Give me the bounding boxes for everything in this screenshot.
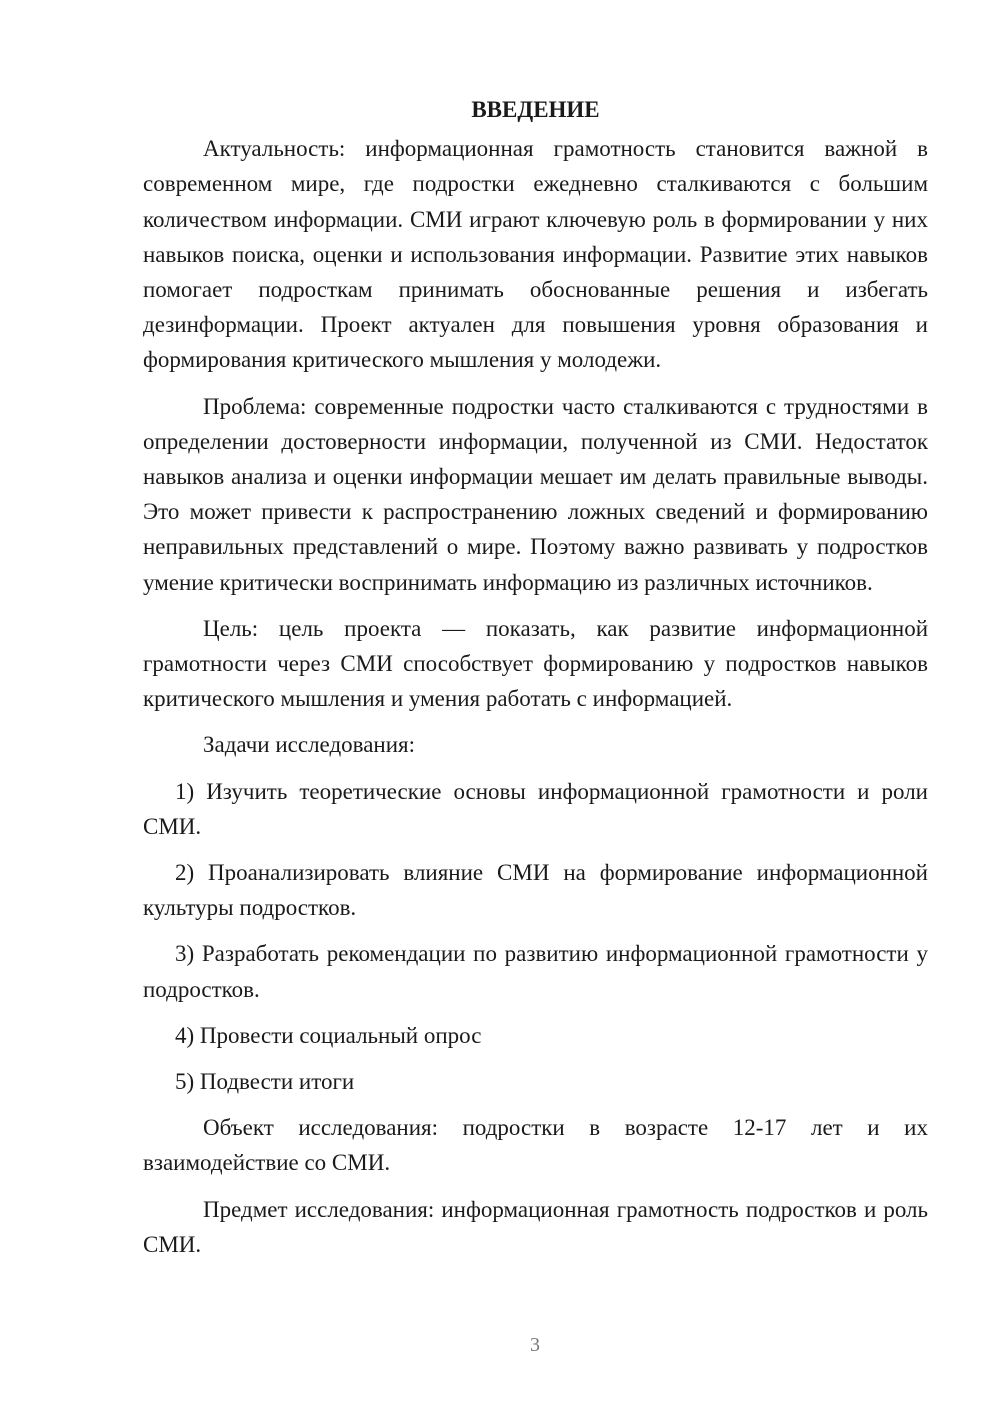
tasks-heading: Задачи исследования:: [203, 732, 416, 758]
page-number: 3: [530, 1334, 540, 1356]
goal-paragraph: Цель: цель проекта — показать, как развитие информационной грамотности через СМИ способствует формированию у подростков навыков критического мышления и умения работать с информацией.: [143, 615, 928, 712]
section-title: ВВЕДЕНИЕ: [471, 97, 600, 122]
problem-paragraph: Проблема: современные подростки часто сталкиваются с трудностями в определении достоверности информации, полученной из СМИ. Недостаток навыков анализа и оценки информации мешает им делать правильные выводы. Это может привести к распространению ложных сведений и формированию неправильных представлений о мире. Поэтому важно развивать у подростков умение критически воспринимать информацию из различных источников.: [143, 393, 928, 595]
research-object-paragraph: Объект исследования: подростки в возрасте 12-17 лет и их взаимодействие со СМИ.: [143, 1115, 928, 1176]
research-subject-paragraph: Предмет исследования: информационная грамотность подростков и роль СМИ.: [143, 1196, 928, 1257]
relevance-paragraph: Актуальность: информационная грамотность становится важной в современном мире, где подростки ежедневно сталкиваются с большим количеством информации. СМИ играют ключевую роль в формировании у них навыков поиска, оценки и использования информации. Развитие этих навыков помогает подросткам принимать обоснованные решения и избегать дезинформации. Проект актуален для повышения уровня образования и формирования критического мышления у молодежи.: [143, 136, 928, 373]
task-item-3: 3) Разработать рекомендации по развитию информационной грамотности у подростков.: [143, 941, 928, 1002]
task-item-4: 4) Провести социальный опрос: [175, 1022, 482, 1048]
task-item-1: 1) Изучить теоретические основы информационной грамотности и роли СМИ.: [143, 778, 928, 839]
document-page: [143, 92, 928, 1273]
task-item-5: 5) Подвести итоги: [175, 1069, 355, 1095]
task-item-2: 2) Проанализировать влияние СМИ на формирование информационной культуры подростков.: [143, 860, 928, 921]
